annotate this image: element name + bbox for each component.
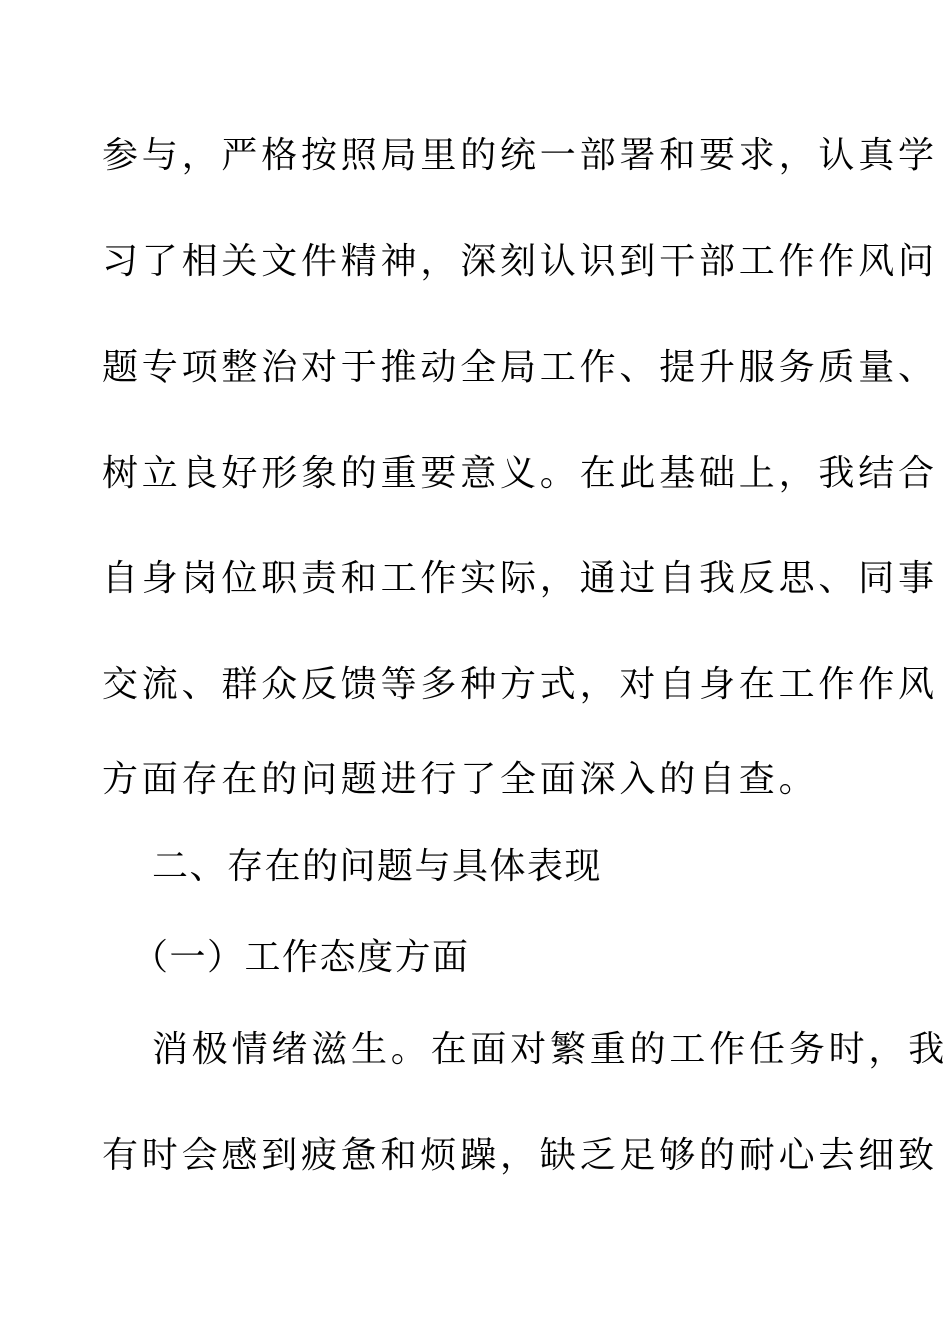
paragraph-line: 有时会感到疲惫和烦躁，缺乏足够的耐心去细致 [102,1135,938,1176]
paragraph-line: 题专项整治对于推动全局工作、提升服务质量、 [102,347,938,388]
subsection-heading: （一）工作态度方面 [132,937,470,978]
paragraph-line: 自身岗位职责和工作实际，通过自我反思、同事 [102,558,938,599]
paragraph-line: 方面存在的问题进行了全面深入的自查。 [102,759,819,800]
paragraph-line: 习了相关文件精神，深刻认识到干部工作作风问 [102,241,938,282]
paragraph-line: 消极情绪滋生。在面对繁重的工作任务时，我 [152,1029,949,1070]
paragraph-line: 树立良好形象的重要意义。在此基础上，我结合 [102,453,938,494]
paragraph-line: 参与，严格按照局里的统一部署和要求，认真学 [102,135,938,176]
section-heading: 二、存在的问题与具体表现 [152,846,603,887]
paragraph-line: 交流、群众反馈等多种方式，对自身在工作作风 [102,664,938,705]
